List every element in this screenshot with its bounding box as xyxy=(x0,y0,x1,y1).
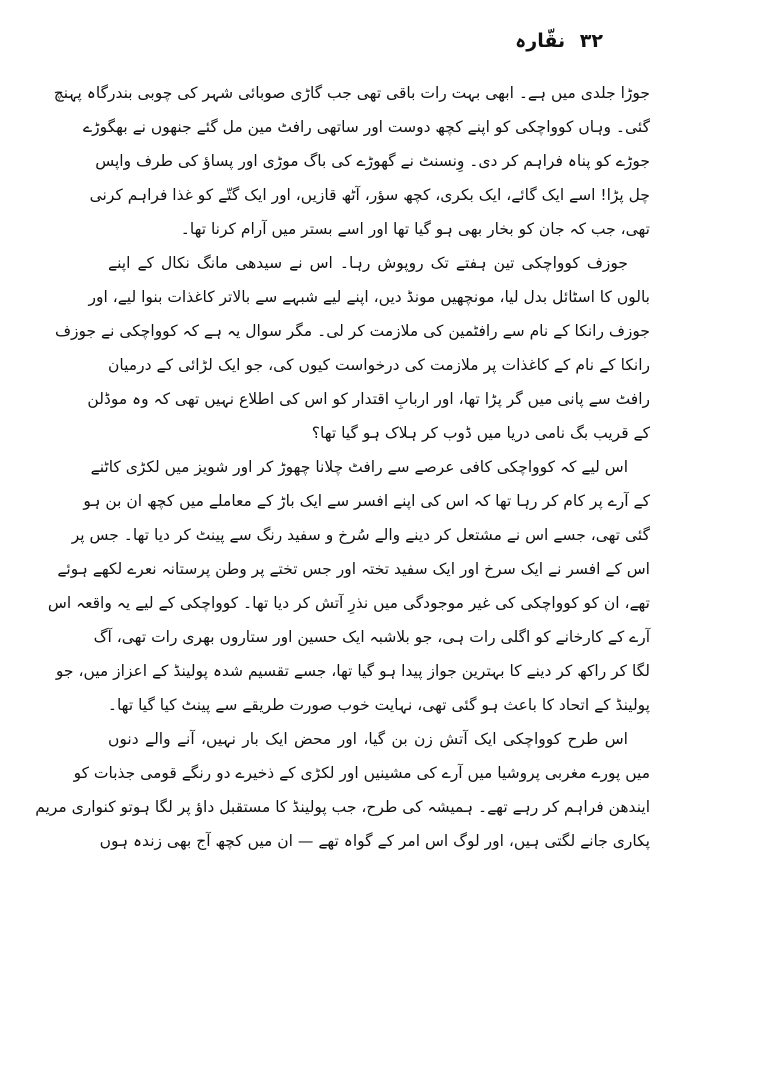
text-line: جوڑے کو پناہ فراہم کر دی۔ وِنسنٹ نے گھوڑے کی باگ موڑی اور پساؤ کی طرف واپس xyxy=(95,152,650,170)
text-line: رافٹ سے پانی میں گر پڑا تھا، اور اربابِ اقتدار کو اس کی اطلاع نہیں تھی کہ وہ موڈلن xyxy=(87,390,650,408)
text-line: پولینڈ کے اتحاد کا باعث ہو گئی تھی، نہایت خوب صورت طریقے سے پینٹ کیا گیا تھا۔ xyxy=(107,696,650,714)
running-head xyxy=(515,30,603,52)
text-line: آرے کے کارخانے کو اگلی رات ہی، جو بلاشبہ ایک حسین اور ستاروں بھری رات تھی، آگ xyxy=(93,628,650,646)
text-line: کے قریب بگ نامی دریا میں ڈوب کر ہلاک ہو گیا تھا؟ xyxy=(311,424,650,442)
text-line: اس کے افسر نے ایک سرخ اور ایک سفید تختہ اور جس تختے پر وطن پرستانہ نعرے لکھے ہوئے xyxy=(57,560,650,578)
text-line: بالوں کا اسٹائل بدل لیا، مونچھیں مونڈ دیں، اپنے لیے شبہے سے بالاتر کاغذات بنوا لیے، اور xyxy=(88,288,650,306)
text-line: اس طرح کوواچکی ایک آتش زن بن گیا، اور محض ایک بار نہیں، آنے والے دنوں xyxy=(108,730,628,748)
text-line: چل پڑا! اسے ایک گائے، ایک بکری، کچھ سؤر، آٹھ قازیں، اور ایک گتّے کو غذا فراہم کرنی xyxy=(89,186,650,204)
book-title: نقّارہ xyxy=(515,30,566,52)
body-text xyxy=(35,76,650,858)
text-line: جوزف کوواچکی تین ہفتے تک روپوش رہا۔ اس نے سیدھی مانگ نکال کے اپنے xyxy=(108,254,628,272)
text-line: پکاری جانے لگتی ہیں، اور لوگ اس امر کے گواہ تھے — ان میں کچھ آج بھی زندہ ہوں xyxy=(99,832,650,850)
text-line: لگا کر راکھ کر دینے کا بہترین جواز پیدا ہو گیا تھا، جسے تقسیم شدہ پولینڈ کے اعزاز میں، جو xyxy=(55,662,650,680)
text-line: میں پورے مغربی پروشیا میں آرے کی مشینیں اور لکڑی کے ذخیرے دو رنگے قومی جذبات کو xyxy=(73,764,650,782)
page-number: ۳۲ xyxy=(579,30,603,52)
text-line: گئی تھی، جسے اس نے مشتعل کر دینے والے سُرخ و سفید رنگ سے پینٹ کر دیا تھا۔ جس پر xyxy=(71,526,650,544)
text-line: کے آرے پر کام کر رہا تھا کہ اس کی اپنے افسر سے ایک باڑ کے معاملے میں کچھ ان بن ہو xyxy=(83,492,650,510)
text-line: تھی، جب کہ جان کو بخار بھی ہو گیا تھا اور اسے بستر میں آرام کرنا تھا۔ xyxy=(180,220,650,238)
text-line: اس لیے کہ کوواچکی کافی عرصے سے رافٹ چلانا چھوڑ کر اور شویز میں لکڑی کاٹنے xyxy=(90,458,628,476)
text-line: جوڑا جلدی میں ہے۔ ابھی بہت رات باقی تھی جب گاڑی صوبائی شہر کی چوبی بندرگاہ پہنچ xyxy=(53,84,650,102)
text-line: تھے، ان کو کوواچکی کی غیر موجودگی میں نذرِ آتش کر دیا تھا۔ کوواچکی کے لیے یہ واقعہ اس xyxy=(47,594,650,612)
text-line: گئی۔ وہاں کوواچکی کو اپنے کچھ دوست اور ساتھی رافٹ مین مل گئے جنھوں نے بھگوڑے xyxy=(83,118,650,136)
text-line: جوزف رانکا کے نام سے رافٹمین کی ملازمت کر لی۔ مگر سوال یہ ہے کہ کوواچکی نے جوزف xyxy=(54,322,650,340)
text-line: رانکا کے نام کے کاغذات پر ملازمت کی درخواست کیوں کی، جو ایک لڑائی کے درمیان xyxy=(108,356,650,374)
text-line: ایندھن فراہم کر رہے تھے۔ ہمیشہ کی طرح، جب پولینڈ کا مستقبل داؤ پر لگا ہوتو کنواری مریم xyxy=(35,798,650,816)
